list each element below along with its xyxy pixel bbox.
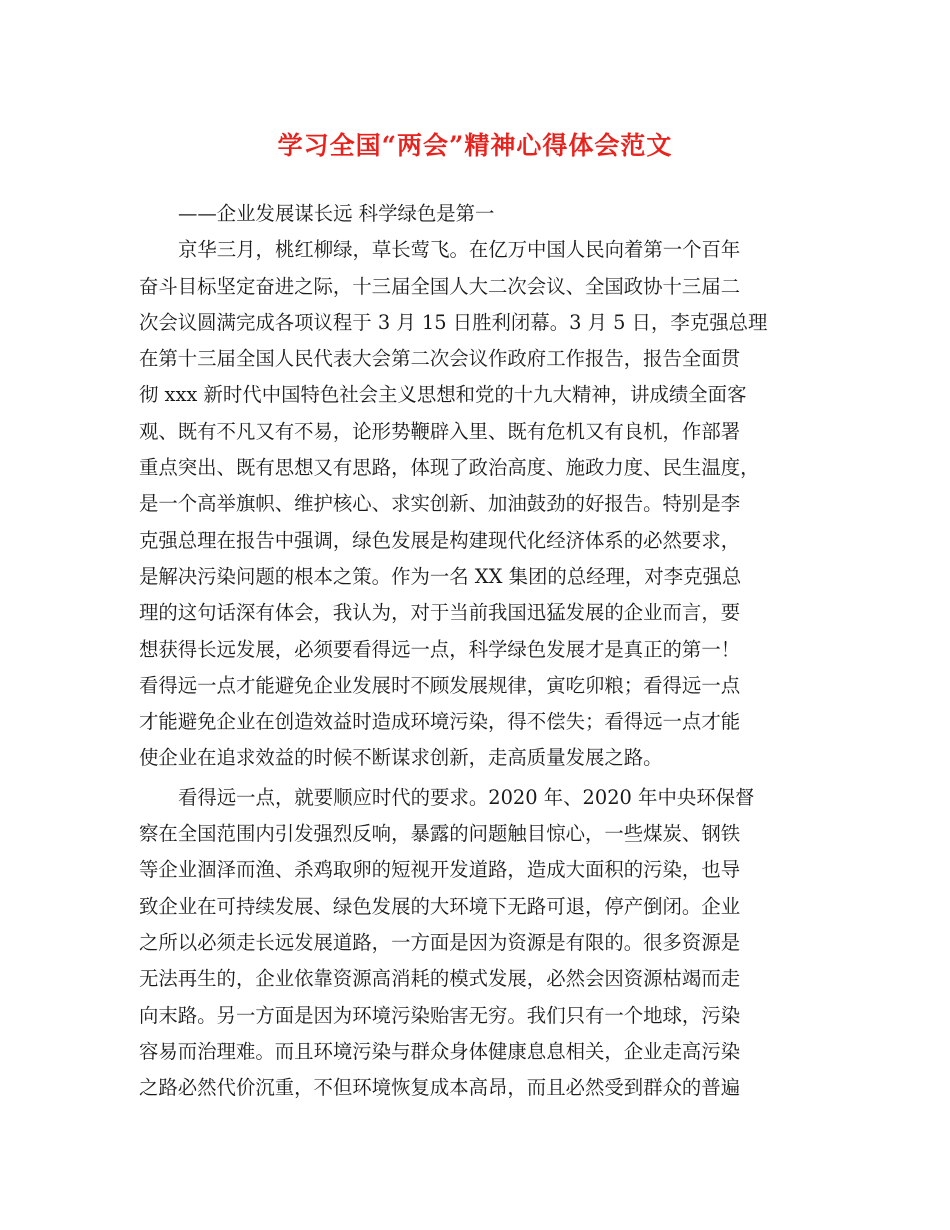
paragraph-line: 京华三月，桃红柳绿，草长莺飞。在亿万中国人民向着第一个百年 [178,238,741,262]
document-subtitle: ——企业发展谋长远 科学绿色是第一 [178,202,495,225]
paragraph-line: 察在全国范围内引发强烈反响，暴露的问题触目惊心，一些煤炭、钢铁 [139,822,741,846]
paragraph-line: 之路必然代价沉重，不但环境恢复成本高昂，而且必然受到群众的普遍 [139,1076,741,1100]
paragraph-line: 看得远一点，就要顺应时代的要求。2020 年、2020 年中央环保督 [178,785,755,809]
paragraph-line: 奋斗目标坚定奋进之际，十三届全国人大二次会议、全国政协十三届二 [139,274,741,298]
paragraph-line: 之所以必须走长远发展道路，一方面是因为资源是有限的。很多资源是 [139,930,741,954]
document-body [139,196,815,1106]
paragraph-line: 在第十三届全国人民代表大会第二次会议作政府工作报告，报告全面贯 [139,347,741,371]
paragraph-line: 理的这句话深有体会，我认为，对于当前我国迅猛发展的企业而言，要 [139,601,741,625]
paragraph-line: 观、既有不凡又有不易，论形势鞭辟入里、既有危机又有良机，作部署 [139,419,741,443]
paragraph-line: 才能避免企业在创造效益时造成环境污染，得不偿失；看得远一点才能 [139,710,741,734]
paragraph-line: 次会议圆满完成各项议程于 3 月 15 日胜利闭幕。3 月 5 日，李克强总理 [139,310,768,334]
paragraph-line: 克强总理在报告中强调，绿色发展是构建现代化经济体系的必然要求， [139,528,741,552]
paragraph-line: 重点突出、既有思想又有思路，体现了政治高度、施政力度、民生温度， [139,456,760,480]
paragraph-1 [139,232,815,776]
paragraph-line: 等企业涸泽而渔、杀鸡取卵的短视开发道路，造成大面积的污染，也导 [139,858,741,882]
paragraph-line: 向末路。另一方面是因为环境污染贻害无穷。我们只有一个地球，污染 [139,1003,741,1027]
paragraph-line: 是解决污染问题的根本之策。作为一名 XX 集团的总经理，对李克强总 [139,564,742,588]
paragraph-line: 看得远一点才能避免企业发展时不顾发展规律，寅吃卯粮；看得远一点 [139,673,741,697]
paragraph-2 [139,780,815,1107]
paragraph-line: 容易而治理难。而且环境污染与群众身体健康息息相关，企业走高污染 [139,1039,741,1063]
paragraph-line: 无法再生的，企业依靠资源高消耗的模式发展，必然会因资源枯竭而走 [139,967,741,991]
paragraph-line: 想获得长远发展，必须要看得远一点，科学绿色发展才是真正的第一！ [139,637,741,661]
paragraph-line: 彻 xxx 新时代中国特色社会主义思想和党的十九大精神，讲成绩全面客 [139,383,747,407]
paragraph-line: 致企业在可持续发展、绿色发展的大环境下无路可退，停产倒闭。企业 [139,894,741,918]
paragraph-line: 使企业在追求效益的时候不断谋求创新，走高质量发展之路。 [139,746,663,770]
paragraph-line: 是一个高举旗帜、维护核心、求实创新、加油鼓劲的好报告。特别是李 [139,492,741,516]
document-title: 学习全国“两会”精神心得体会范文 [277,131,673,160]
